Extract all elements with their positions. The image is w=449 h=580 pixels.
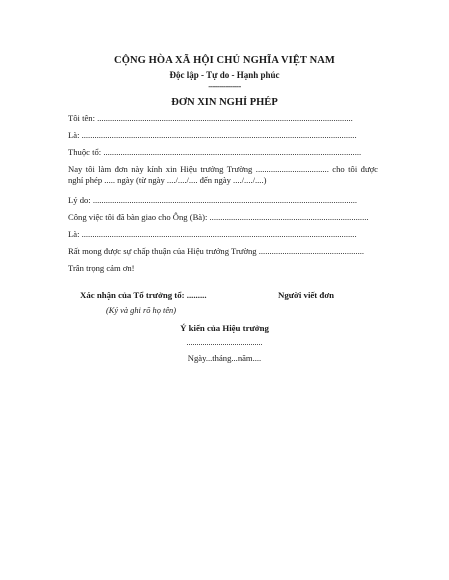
position-field: Là: ................................................................................................................................ <box>68 130 357 140</box>
department-field: Thuộc tổ: ........................................................................................................................ <box>68 147 362 157</box>
reason-field: Lý do: ........................................................................................................................... <box>68 195 358 205</box>
request-paragraph: Nay tôi làm đơn này kính xin Hiệu trưởng Trường .................................. cho tôi được nghỉ phép ..... ngày (từ ngày ..../..../.... đến ngày ..../..../....) <box>68 164 378 185</box>
document-title: ĐƠN XIN NGHỈ PHÉP <box>171 97 278 108</box>
team-leader-confirmation: Xác nhận của Tổ trưởng tổ: ......... <box>80 290 207 300</box>
motto: Độc lập - Tự do - Hạnh phúc <box>169 70 280 80</box>
handover-field: Công việc tôi đã bàn giao cho Ông (Bà): .......................................................................... <box>68 212 369 222</box>
principal-opinion-title: Ý kiến của Hiệu trưởng <box>180 323 269 333</box>
header-separator: --------------- <box>208 82 241 91</box>
writer-signature-label: Người viết đơn <box>278 290 335 300</box>
signature-note: (Ký và ghi rõ họ tên) <box>106 306 177 315</box>
thanks-line: Trân trọng cảm ơn! <box>68 263 135 273</box>
name-field: Tôi tên: ....................................................................................................................... <box>68 113 353 123</box>
nation-header: CỘNG HÒA XÃ HỘI CHỦ NGHĨA VIỆT NAM <box>114 55 335 66</box>
handover-position-field: Là: ................................................................................................................................ <box>68 229 357 239</box>
date-line: Ngày...tháng...năm.... <box>187 353 262 363</box>
principal-opinion-line: ...................................... <box>186 338 263 347</box>
hope-field: Rất mong được sự chấp thuận của Hiệu trưởng Trường ................................................. <box>68 246 365 256</box>
